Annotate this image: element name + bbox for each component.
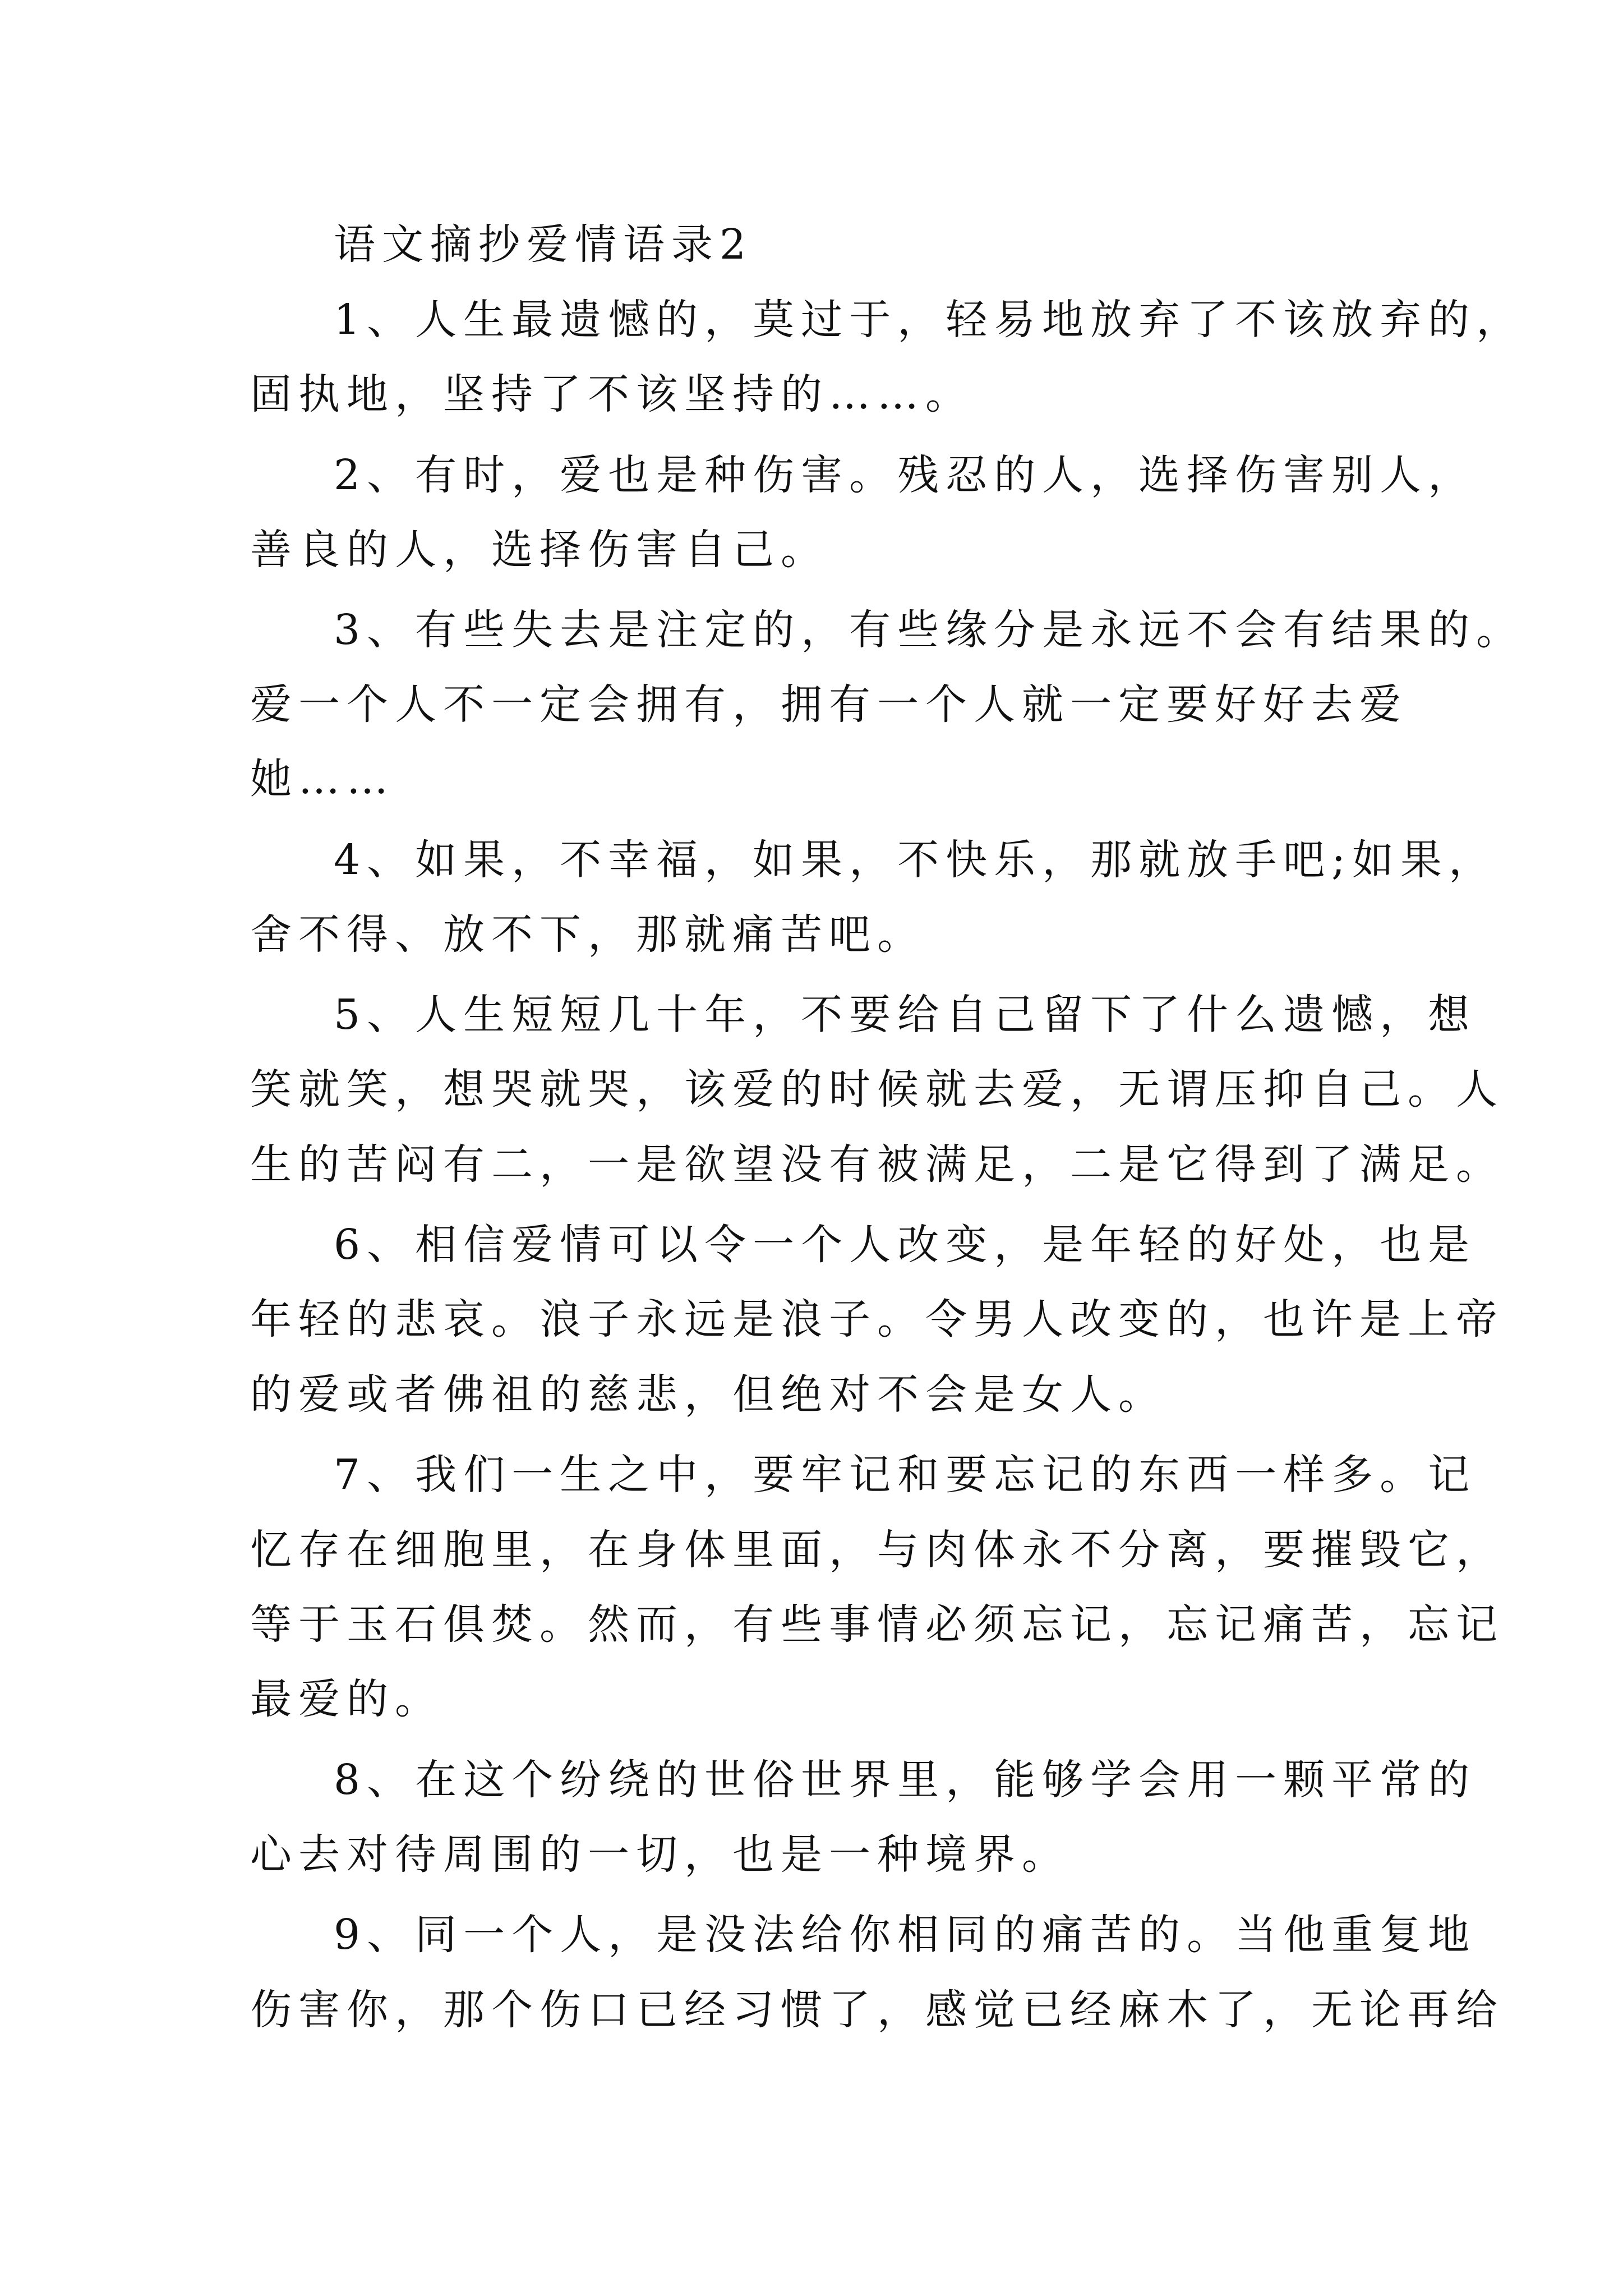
paragraph-line: 舍不得、放不下，那就痛苦吧。 [250,910,925,959]
paragraph-line: 4、如果，不幸福，如果，不快乐，那就放手吧;如果， [334,836,1497,884]
paragraph-line: 6、相信爱情可以令一个人改变，是年轻的好处，也是 [334,1221,1477,1269]
paragraph-line: 笑就笑，想哭就哭，该爱的时候就去爱，无谓压抑自己。人 [250,1065,1504,1114]
paragraph-line: 年轻的悲哀。浪子永远是浪子。令男人改变的，也许是上帝 [250,1295,1504,1343]
document-title: 语文摘抄爱情语录2 [334,220,753,269]
paragraph-line: 固执地，坚持了不该坚持的……。 [250,370,974,418]
paragraph-line: 等于玉石俱焚。然而，有些事情必须忘记，忘记痛苦，忘记 [250,1600,1504,1649]
paragraph-line: 最爱的。 [250,1675,443,1723]
paragraph-line: 9、同一个人，是没法给你相同的痛苦的。当他重复地 [334,1911,1477,1959]
paragraph-line: 7、我们一生之中，要牢记和要忘记的东西一样多。记 [334,1451,1477,1499]
paragraph-line: 她…… [250,755,395,803]
paragraph-line: 爱一个人不一定会拥有，拥有一个人就一定要好好去爱 [250,680,1408,729]
paragraph-line: 8、在这个纷绕的世俗世界里，能够学会用一颗平常的 [334,1756,1477,1804]
paragraph-line: 1、人生最遗憾的，莫过于，轻易地放弃了不该放弃的， [334,296,1525,344]
paragraph-line: 2、有时，爱也是种伤害。残忍的人，选择伤害别人， [334,451,1477,499]
paragraph-line: 的爱或者佛祖的慈悲，但绝对不会是女人。 [250,1370,1166,1419]
paragraph-line: 善良的人，选择伤害自己。 [250,526,829,574]
paragraph-line: 3、有些失去是注定的，有些缘分是永远不会有结果的。 [334,606,1525,654]
paragraph-line: 忆存在细胞里，在身体里面，与肉体永不分离，要摧毁它， [250,1526,1504,1574]
paragraph-line: 生的苦闷有二，一是欲望没有被满足，二是它得到了满足。 [250,1140,1504,1189]
paragraph-line: 伤害你，那个伤口已经习惯了，感觉已经麻木了，无论再给 [250,1986,1504,2034]
paragraph-line: 心去对待周围的一切，也是一种境界。 [250,1830,1070,1879]
paragraph-line: 5、人生短短几十年，不要给自己留下了什么遗憾，想 [334,991,1477,1039]
